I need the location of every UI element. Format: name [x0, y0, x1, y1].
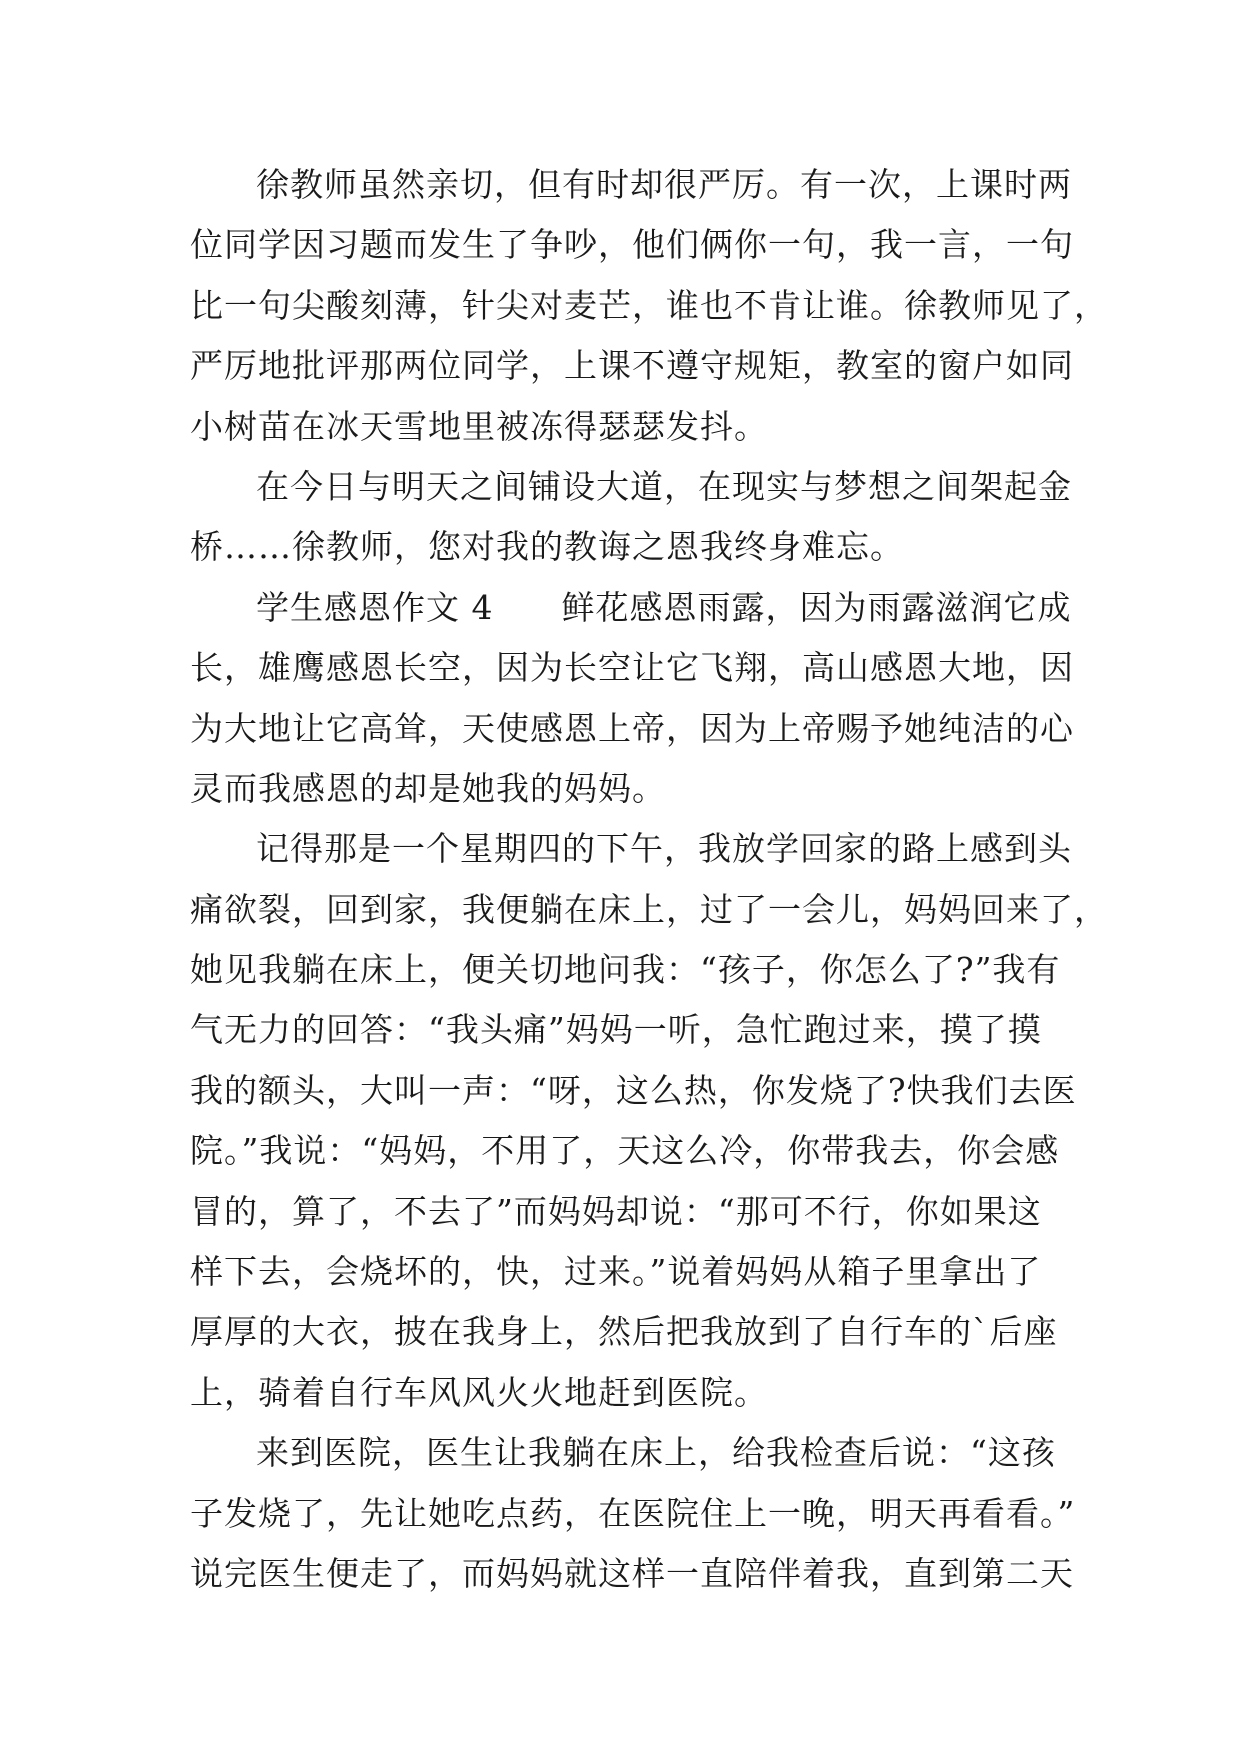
text-line: 徐教师虽然亲切，但有时却很严厉。有一次，上课时两 [256, 165, 1072, 204]
text-line: 我的额头，大叫一声：“呀，这么热，你发烧了?快我们去医 [190, 1070, 1077, 1110]
text-line: 她见我躺在床上，便关切地问我：“孩子，你怎么了?”我有 [190, 950, 1061, 990]
text-line: 比一句尖酸刻薄，针尖对麦芒，谁也不肯让谁。徐教师见了， [190, 285, 1108, 325]
text-line: 说完医生便走了，而妈妈就这样一直陪伴着我，直到第二天 [190, 1553, 1074, 1593]
text-line: 子发烧了，先让她吃点药，在医院住上一晚，明天再看看。” [190, 1493, 1076, 1533]
text-line: 冒的，算了，不去了”而妈妈却说：“那可不行，你如果这 [190, 1191, 1042, 1231]
text-line: 位同学因习题而发生了争吵，他们俩你一句，我一言，一句 [190, 225, 1074, 265]
text-line: 记得那是一个星期四的下午，我放学回家的路上感到头 [256, 829, 1072, 869]
text-line: 长，雄鹰感恩长空，因为长空让它飞翔，高山感恩大地，因 [190, 648, 1074, 688]
text-line: 来到医院，医生让我躺在床上，给我检查后说：“这孩 [256, 1433, 1056, 1473]
text-line: 严厉地批评那两位同学，上课不遵守规矩，教室的窗户如同 [190, 346, 1074, 386]
text-line: 样下去，会烧坏的，快，过来。”说着妈妈从箱子里拿出了 [190, 1252, 1042, 1292]
text-line: 在今日与明天之间铺设大道，在现实与梦想之间架起金 [256, 466, 1072, 506]
text-line: 厚厚的大衣，披在我身上，然后把我放到了自行车的`后座 [190, 1312, 1058, 1352]
text-line: 上，骑着自行车风风火火地赶到医院。 [190, 1372, 768, 1412]
text-line: 灵而我感恩的却是她我的妈妈。 [190, 768, 666, 808]
text-line: 小树苗在冰天雪地里被冻得瑟瑟发抖。 [190, 406, 768, 446]
text-line: 为大地让它高耸，天使感恩上帝，因为上帝赐予她纯洁的心 [190, 708, 1074, 748]
text-line: 院。”我说：“妈妈，不用了，天这么冷，你带我去，你会感 [190, 1131, 1060, 1171]
section-heading-line: 学生感恩作文 4 鲜花感恩雨露，因为雨露滋润它成 [256, 587, 1072, 627]
text-line: 桥……徐教师，您对我的教诲之恩我终身难忘。 [190, 527, 904, 567]
document-body [190, 155, 1108, 1604]
text-line: 痛欲裂，回到家，我便躺在床上，过了一会儿，妈妈回来了， [190, 889, 1108, 929]
text-line: 气无力的回答：“我头痛”妈妈一听，急忙跑过来，摸了摸 [190, 1010, 1042, 1050]
